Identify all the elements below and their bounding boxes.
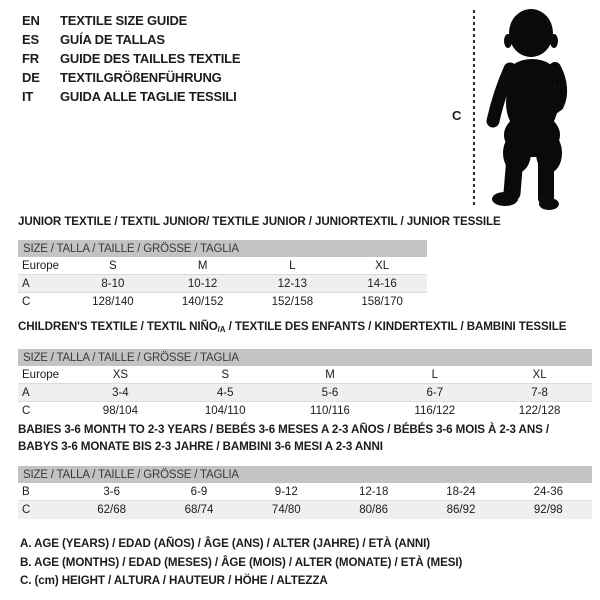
table-cell: 12-13 [277, 277, 308, 290]
table-cell: 68/74 [184, 504, 214, 516]
section-title [18, 320, 592, 337]
table-cell: 3-6 [103, 485, 120, 498]
table-cell: 104/110 [204, 405, 246, 417]
row-label: Europe [22, 259, 60, 272]
section-title [18, 421, 592, 455]
table-row [18, 275, 427, 293]
table-cell: 5-6 [321, 386, 339, 399]
table-cell: 122/128 [518, 405, 561, 417]
table-cell: 158/170 [361, 296, 403, 308]
table-cell: XL [532, 368, 547, 381]
language-row [22, 30, 240, 49]
table-cell: 12-18 [358, 485, 389, 498]
table-cell: 9-12 [274, 485, 298, 498]
table-row [18, 501, 592, 519]
section-title-text: CHILDREN'S TEXTILE / TEXTIL NIÑO [18, 320, 218, 333]
row-label: Europe [22, 368, 60, 381]
section-title-line2: BABYS 3-6 MONATE BIS 2-3 JAHRE / BAMBINI 3-6 MESI A 2-3 ANNI [18, 440, 383, 453]
table-row [18, 384, 592, 402]
baby-silhouette-icon [484, 5, 580, 211]
table-cell: XL [375, 259, 390, 272]
babies-size-table [18, 483, 592, 519]
table-cell: 98/104 [102, 405, 138, 417]
table-cell: 8-10 [101, 277, 125, 290]
table-cell: 14-16 [367, 277, 397, 290]
table-cell: 4-5 [216, 386, 234, 399]
height-measure-label: C [452, 108, 462, 123]
table-cell: 140/152 [181, 296, 224, 308]
height-dashed-line [473, 10, 475, 207]
table-cell: XS [112, 368, 129, 381]
language-code: FR [22, 51, 39, 66]
table-cell: 10-12 [187, 277, 218, 290]
table-cell: 24-36 [533, 485, 564, 498]
language-code: EN [22, 13, 40, 28]
language-code: IT [22, 89, 34, 104]
section-title-text: / TEXTILE DES ENFANTS / KINDERTEXTIL / BAMBINI TESSILE [225, 320, 567, 333]
section-title: JUNIOR TEXTILE / TEXTIL JUNIOR/ TEXTILE JUNIOR / JUNIORTEXTIL / JUNIOR TESSILE [18, 215, 501, 228]
legend-line-c: C. (cm) HEIGHT / ALTURA / HAUTEUR / HÖHE / ALTEZZA [20, 574, 328, 587]
language-title: TEXTILGRÖßENFÜHRUNG [60, 70, 222, 85]
table-cell: M [325, 368, 335, 381]
table-row [18, 257, 427, 275]
table-cell: 152/158 [271, 296, 314, 308]
section-title-subscript: /A [217, 325, 226, 334]
language-row [22, 87, 240, 106]
table-cell: M [197, 259, 208, 272]
junior-size-table [18, 257, 427, 311]
language-title: TEXTILE SIZE GUIDE [60, 13, 188, 28]
table-row [18, 366, 592, 384]
size-header-bar: SIZE / TALLA / TAILLE / GRÖSSE / TAGLIA [18, 466, 592, 483]
language-row [22, 49, 240, 68]
table-row [18, 402, 592, 420]
babies-size-section [18, 421, 592, 519]
children-size-table [18, 366, 592, 420]
table-cell: 62/68 [97, 504, 127, 516]
language-code: ES [22, 32, 39, 47]
table-cell: 92/98 [533, 504, 563, 516]
measurement-legend [20, 535, 462, 591]
table-cell: 6-7 [426, 386, 444, 399]
legend-line-b: B. AGE (MONTHS) / EDAD (MESES) / ÂGE (MOIS) / ALTER (MONATE) / ETÀ (MESI) [20, 555, 463, 569]
table-cell: 6-9 [190, 485, 208, 498]
legend-line-a: A. AGE (YEARS) / EDAD (AÑOS) / ÂGE (ANS) / ALTER (JAHRE) / ETÀ (ANNI) [20, 537, 431, 550]
language-title: GUÍA DE TALLAS [60, 32, 165, 47]
junior-size-section [18, 215, 501, 311]
size-header-bar: SIZE / TALLA / TAILLE / GRÖSSE / TAGLIA [18, 349, 592, 366]
section-title-line1: BABIES 3-6 MONTH TO 2-3 YEARS / BEBÉS 3-6 MESES A 2-3 AÑOS / BÉBÉS 3-6 MOIS À 2-3 ANS / [18, 423, 549, 436]
table-cell: 128/140 [92, 296, 134, 308]
table-cell: S [221, 368, 230, 381]
table-cell: S [109, 259, 117, 272]
table-cell: 18-24 [446, 485, 476, 498]
row-label: C [22, 405, 31, 417]
table-cell: L [289, 259, 296, 272]
language-row [22, 11, 240, 30]
table-row [18, 483, 592, 501]
row-label: A [22, 386, 30, 399]
row-label: C [22, 296, 31, 308]
table-cell: 80/86 [359, 504, 389, 516]
language-title: GUIDA ALLE TAGLIE TESSILI [60, 89, 237, 104]
size-header-bar: SIZE / TALLA / TAILLE / GRÖSSE / TAGLIA [18, 240, 427, 257]
language-title: GUIDE DES TAILLES TEXTILE [60, 51, 241, 66]
language-code: DE [22, 70, 40, 85]
children-size-section [18, 320, 592, 420]
table-row [18, 293, 427, 311]
table-cell: 116/122 [414, 405, 456, 417]
language-list [22, 11, 240, 106]
table-cell: L [431, 368, 438, 381]
table-cell: 7-8 [531, 386, 548, 399]
row-label: A [22, 277, 30, 290]
table-cell: 74/80 [271, 504, 301, 516]
table-cell: 3-4 [112, 386, 129, 399]
row-label: C [22, 504, 31, 516]
language-row [22, 68, 240, 87]
table-cell: 86/92 [446, 504, 476, 516]
row-label: B [22, 485, 30, 498]
table-cell: 110/116 [310, 405, 350, 417]
